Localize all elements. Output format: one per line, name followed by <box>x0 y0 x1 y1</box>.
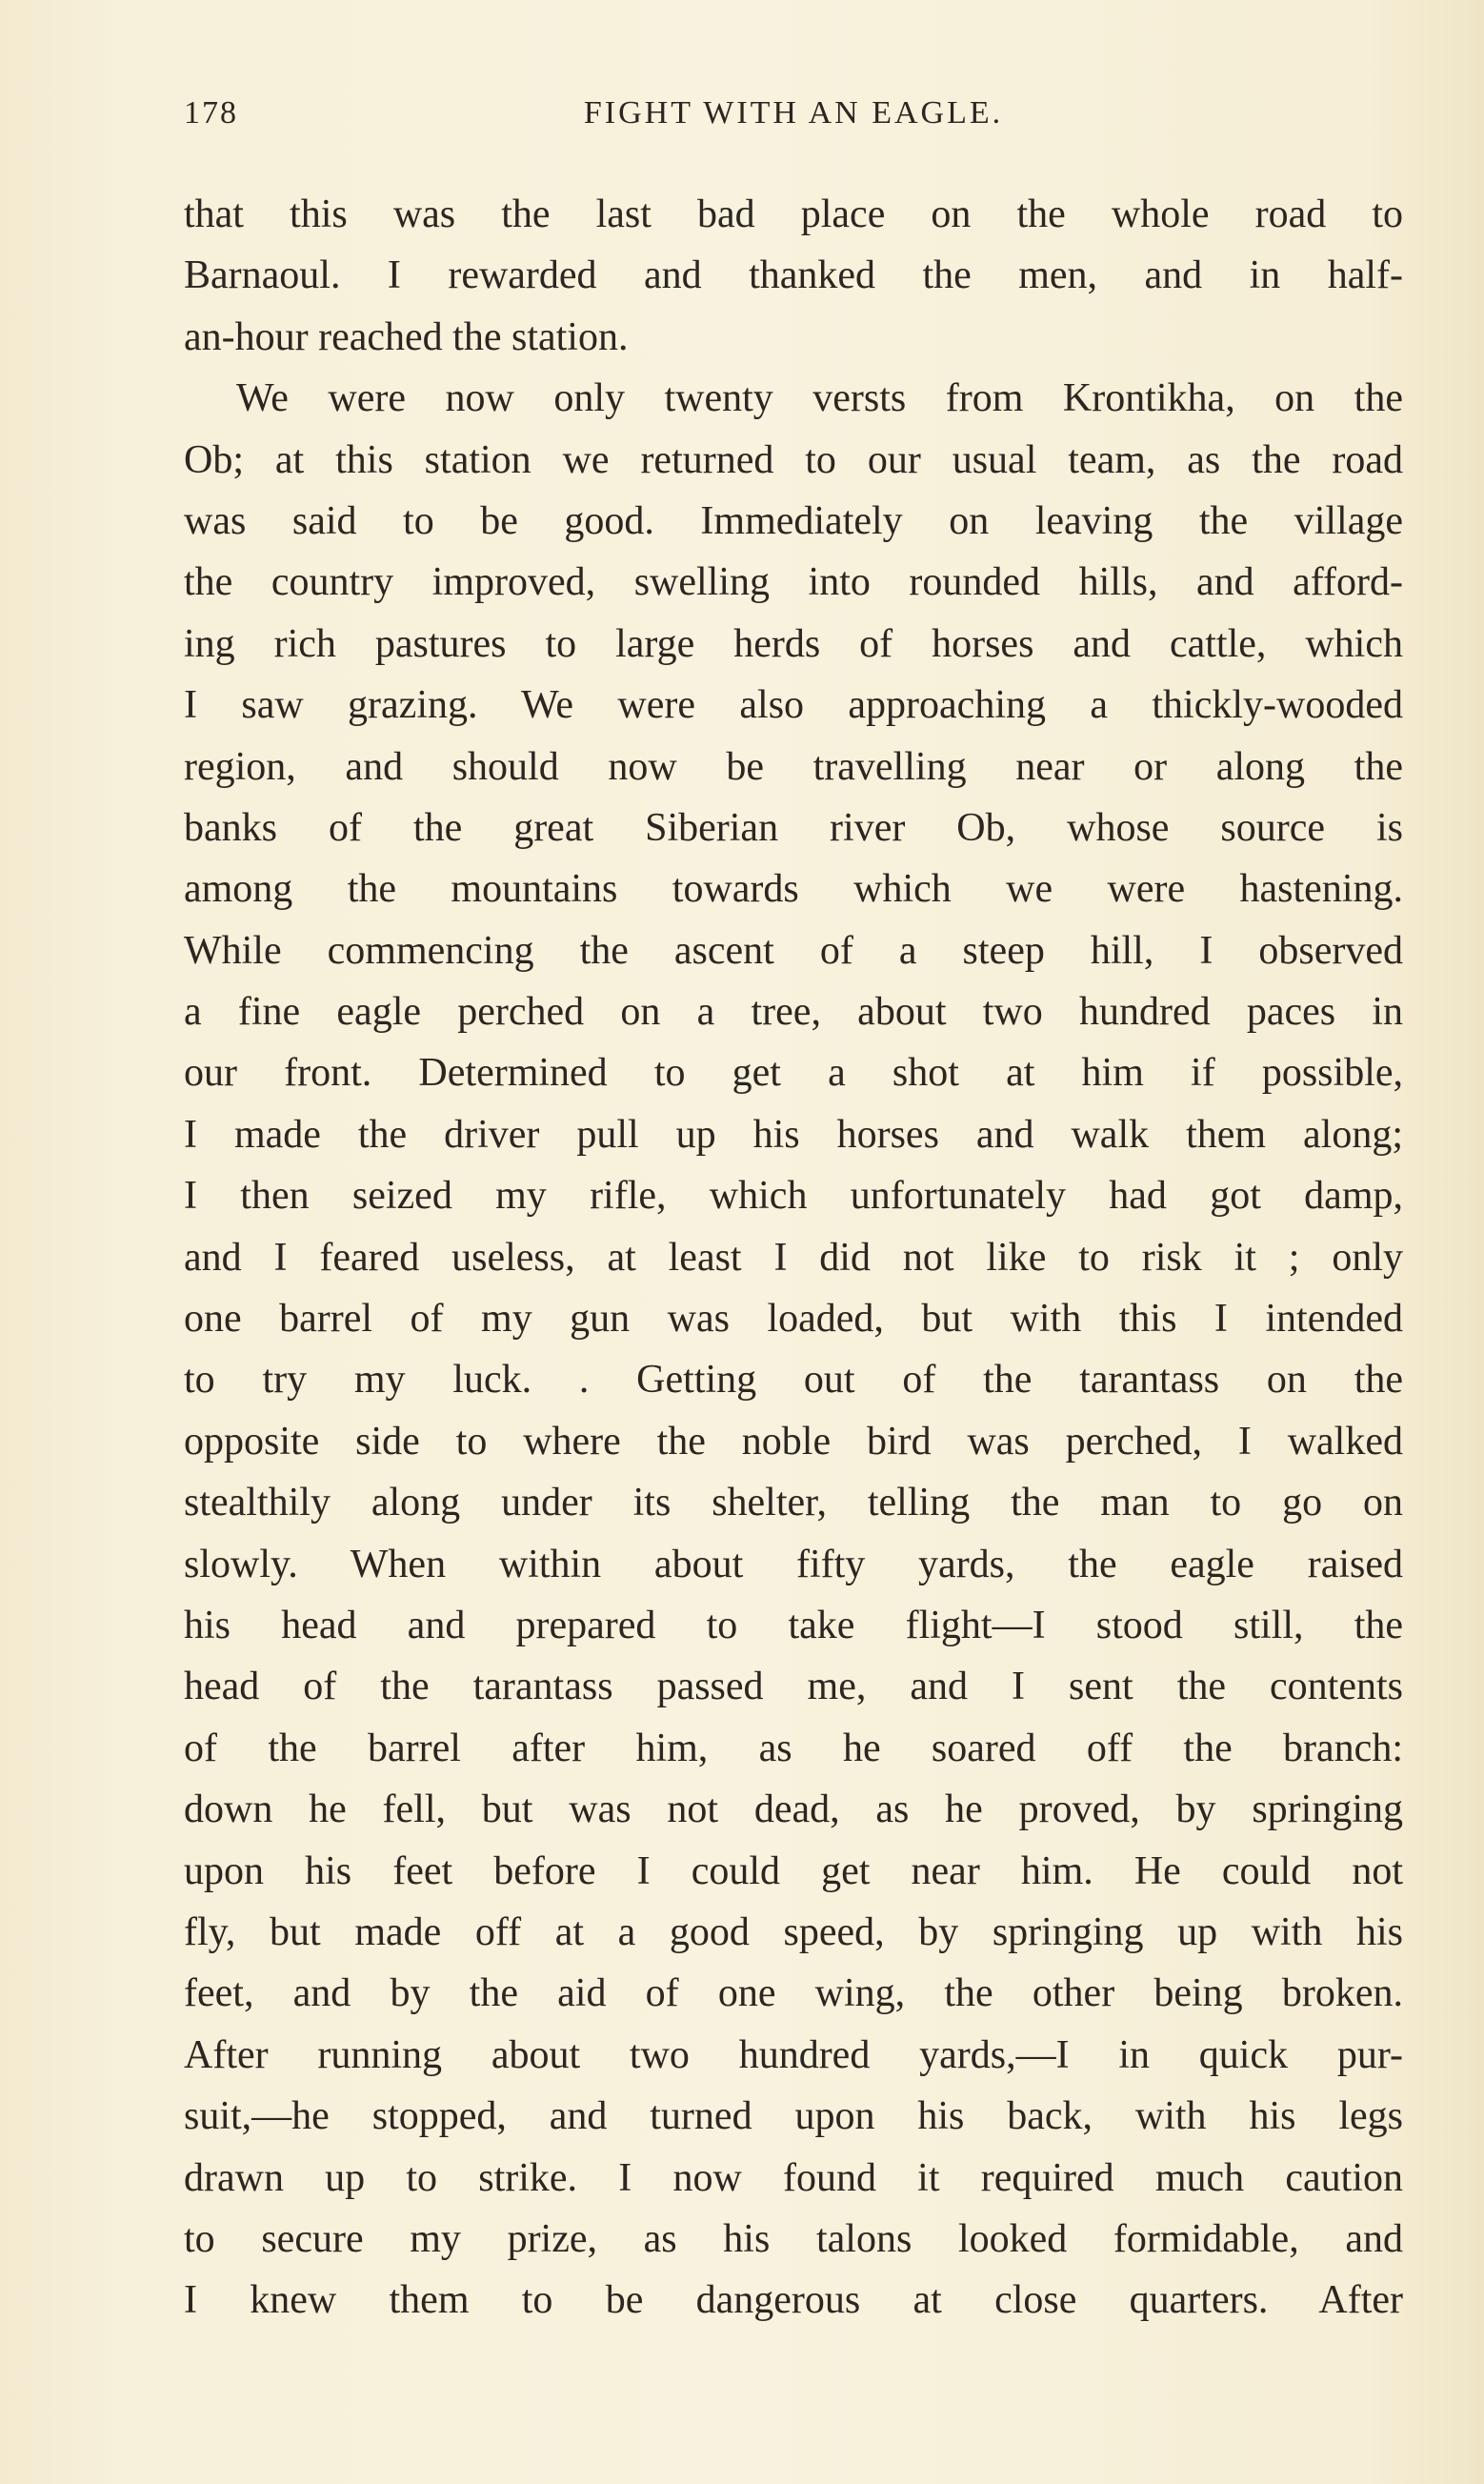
text-line: the country improved, swelling into rounded hills, and afford- <box>184 560 1403 605</box>
page-number: 178 <box>184 95 238 131</box>
text-line: Ob; at this station we returned to our usual team, as the road <box>184 437 1403 482</box>
text-line: his head and prepared to take flight—I stood still, the <box>184 1603 1403 1647</box>
text-line: our front. Determined to get a shot at him if possible, <box>184 1051 1403 1096</box>
text-line: I made the driver pull up his horses and walk them along; <box>184 1112 1403 1157</box>
text-line: of the barrel after him, as he soared off the branch: <box>184 1726 1403 1770</box>
text-line: region, and should now be travelling near or along the <box>184 744 1403 789</box>
text-line: I knew them to be dangerous at close quarters. After <box>184 2278 1403 2323</box>
text-line: head of the tarantass passed me, and I sent the contents <box>184 1665 1403 1709</box>
running-header <box>184 95 1403 143</box>
text-line: stealthily along under its shelter, telling the man to go on <box>184 1481 1403 1525</box>
text-line: After running about two hundred yards,—I in quick pur- <box>184 2032 1403 2077</box>
text-line: and I feared useless, at least I did not like to risk it ; only <box>184 1235 1403 1280</box>
text-line: fly, but made off at a good speed, by springing up with his <box>184 1909 1403 1954</box>
text-line: drawn up to strike. I now found it required much caution <box>184 2155 1403 2200</box>
text-line: was said to be good. Immediately on leaving the village <box>184 498 1403 543</box>
text-line: We were now only twenty versts from Krontikha, on the <box>236 376 1403 421</box>
text-line: suit,—he stopped, and turned upon his back, with his legs <box>184 2094 1403 2139</box>
text-line: I then seized my rifle, which unfortunately had got damp, <box>184 1174 1403 1219</box>
text-line: While commencing the ascent of a steep hill, I observed <box>184 928 1403 973</box>
text-line: to secure my prize, as his talons looked formidable, and <box>184 2216 1403 2261</box>
text-line: feet, and by the aid of one wing, the other being broken. <box>184 1971 1403 2016</box>
body-text <box>184 184 1403 2332</box>
text-line: one barrel of my gun was loaded, but with this I intended <box>184 1297 1403 1342</box>
text-line: down he fell, but was not dead, as he proved, by springing <box>184 1787 1403 1832</box>
text-line: a fine eagle perched on a tree, about two hundred paces in <box>184 990 1403 1035</box>
text-line: ing rich pastures to large herds of horses and cattle, which <box>184 621 1403 666</box>
text-line: Barnaoul. I rewarded and thanked the men, and in half- <box>184 253 1403 298</box>
text-line: that this was the last bad place on the whole road to <box>184 192 1403 236</box>
page-title: FIGHT WITH AN EAGLE. <box>583 95 1004 131</box>
text-line: to try my luck. . Getting out of the tarantass on the <box>184 1358 1403 1403</box>
text-line: opposite side to where the noble bird was perched, I walked <box>184 1419 1403 1464</box>
text-line: among the mountains towards which we were hastening. <box>184 867 1403 912</box>
text-line: banks of the great Siberian river Ob, whose source is <box>184 805 1403 850</box>
text-line: I saw grazing. We were also approaching a thickly-wooded <box>184 683 1403 728</box>
text-line: slowly. When within about fifty yards, the eagle raised <box>184 1542 1403 1586</box>
text-line: an-hour reached the station. <box>184 314 629 359</box>
text-line: upon his feet before I could get near him. He could not <box>184 1848 1403 1893</box>
